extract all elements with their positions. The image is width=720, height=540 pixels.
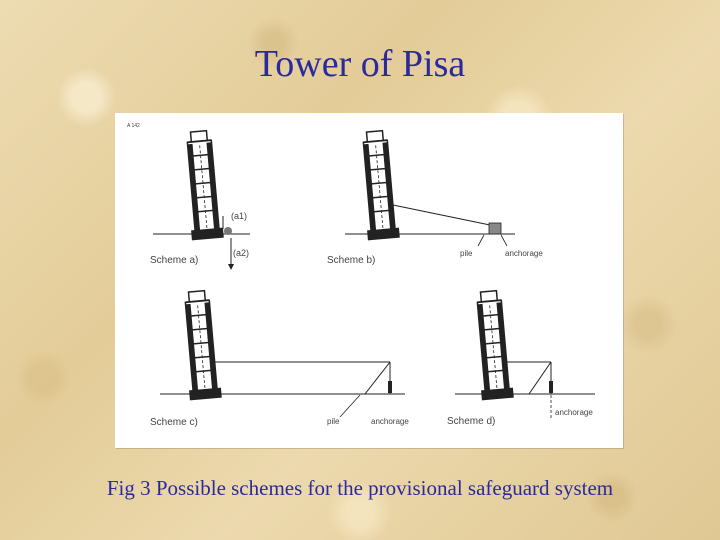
- scheme-b-name: Scheme b): [327, 255, 376, 266]
- scheme-c-label-anchorage: anchorage: [371, 417, 409, 426]
- figure-caption: Fig 3 Possible schemes for the provisional safeguard system: [106, 476, 614, 500]
- scheme-d-name: Scheme d): [447, 416, 496, 427]
- schemes-diagram: [115, 113, 623, 448]
- scheme-d: [447, 290, 595, 427]
- scheme-c: [150, 290, 409, 428]
- schemes-figure: [115, 113, 623, 448]
- figure-ref: A 142: [127, 123, 140, 129]
- scheme-b-label-pile: pile: [460, 249, 473, 258]
- scheme-a: [150, 130, 250, 270]
- scheme-c-name: Scheme c): [150, 417, 198, 428]
- scheme-d-label-anchorage: anchorage: [555, 408, 593, 417]
- scheme-b: [327, 130, 543, 266]
- scheme-a-label-a1: (a1): [231, 211, 248, 221]
- scheme-a-label-a2: (a2): [233, 248, 250, 258]
- scheme-b-label-anchorage: anchorage: [505, 249, 543, 258]
- scheme-a-name: Scheme a): [150, 255, 199, 266]
- scheme-c-label-pile: pile: [327, 417, 340, 426]
- slide-title: Tower of Pisa: [254, 43, 466, 85]
